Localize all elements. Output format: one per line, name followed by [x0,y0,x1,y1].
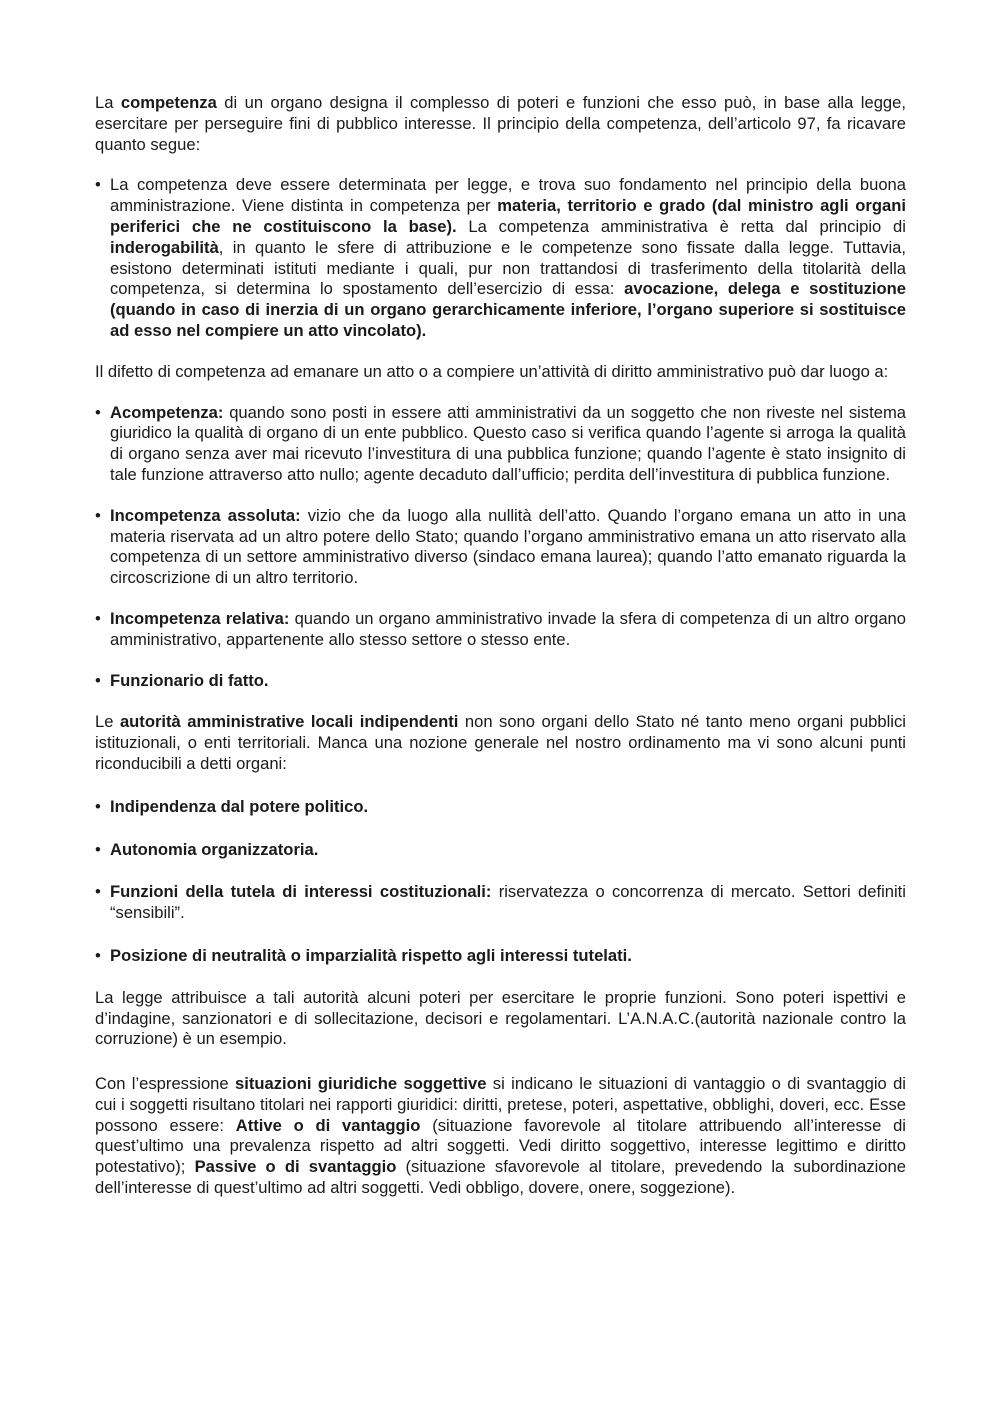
bullet-icon: • [95,608,101,628]
bullet-icon: • [95,175,101,195]
bullet-icon: • [95,839,101,859]
list-item: • La competenza deve essere determinata per legge, e trova suo fondamento nel principio della buona amministrazione. Viene distinta in competenza per materia, territorio e grado (dal ministro agli organi periferici che ne costituiscono la base). La competenza amministrativa è retta dal principio di inderogabilità, in quanto le sfere di attribuzione e le competenze sono fissate dalla legge. Tuttavia, esistono determinati istituti mediante i quali, pur non trattandosi di trasferimento della titolarità della competenza, si determina lo spostamento dell’esercizio di essa: avocazione, delega e sostituzione (quando in caso di inerzia di un organo gerarchicamente inferiore, l’organo superiore si sostituisce ad esso nel compiere un atto vincolato). [95,175,906,340]
paragraph-situazioni: Con l’espressione situazioni giuridiche soggettive si indicano le situazioni di vantaggio o di svantaggio di cui i soggetti risultano titolari nei rapporti giuridici: diritti, pretese, poteri, aspettative, obblighi, doveri, ecc. Esse possono essere: Attive o di vantaggio (situazione favorevole al titolare attribuendo all’interesse di quest’ultimo una prevalenza rispetto ad altri soggetti. Vedi diritto soggettivo, interesse legittimo e diritto potestativo); Passive o di svantaggio (situazione sfavorevole al titolare, prevedendo la subordinazione dell’interesse di quest’ultimo ad altri soggetti. Vedi obbligo, dovere, onere, soggezione). [95,1074,906,1198]
bullet-list-difetto [95,403,906,692]
document-page [95,93,906,1199]
bullet-icon: • [95,402,101,422]
bullet-list-autorita [95,797,906,967]
paragraph-difetto: Il difetto di competenza ad emanare un atto o a compiere un’attività di diritto amministrativo può dar luogo a: [95,361,889,381]
list-item: • Indipendenza dal potere politico. [95,796,369,816]
paragraph-poteri: La legge attribuisce a tali autorità alcuni poteri per esercitare le proprie funzioni. Sono poteri ispettivi e d’indagine, sanzionatori e di sollecitazione, decisori e regolamentari. L’A.N.A.C.(autorità nazionale contro la corruzione) è un esempio. [95,987,906,1049]
list-item: • Posizione di neutralità o imparzialità rispetto agli interessi tutelati. [95,945,632,965]
bullet-icon: • [95,882,101,902]
list-item: • Funzioni della tutela di interessi costituzionali: riservatezza o concorrenza di mercato. Settori definiti “sensibili”. [95,882,906,923]
list-item: • Acompetenza: quando sono posti in essere atti amministrativi da un soggetto che non riveste nel sistema giuridico la qualità di organo di un ente pubblico. Questo caso si verifica quando l’agente si arroga la qualità di organo senza aver mai ricevuto l’investitura di una pubblica funzione; quando l’agente è stato insignito di tale funzione attraverso atto nullo; agente decaduto dall’ufficio; perdita dell’investitura di pubblica funzione. [95,402,906,484]
list-item: • Incompetenza assoluta: vizio che da luogo alla nullità dell’atto. Quando l’organo emana un atto in una materia riservata ad un altro potere dello Stato; quando l’organo amministrativo emana un atto riservato alla competenza di un settore amministrativo diverso (sindaco emana laurea); quando l’atto emanato riguarda la circoscrizione di un altro territorio. [95,505,906,588]
bullet-icon: • [95,505,101,525]
list-item: • Funzionario di fatto. [95,670,269,690]
bullet-icon: • [95,796,101,816]
bullet-icon: • [95,670,101,690]
bullet-icon: • [95,945,101,965]
bullet-list-competenza [95,175,906,341]
list-item: • Autonomia organizzatoria. [95,839,319,859]
term-competenza: competenza [120,93,217,112]
paragraph-autorita: Le autorità amministrative locali indipendenti non sono organi dello Stato né tanto meno organi pubblici istituzionali, o enti territoriali. Manca una nozione generale nel nostro ordinamento ma vi sono alcuni punti riconducibili a detti organi: [95,712,906,773]
list-item: • Incompetenza relativa: quando un organo amministrativo invade la sfera di competenza di un altro organo amministrativo, appartenente allo stesso settore o stesso ente. [95,608,907,649]
paragraph-competenza: La competenza di un organo designa il complesso di poteri e funzioni che esso può, in base alla legge, esercitare per perseguire fini di pubblico interesse. Il principio della competenza, dell’articolo 97, fa ricavare quanto segue: [95,93,906,154]
